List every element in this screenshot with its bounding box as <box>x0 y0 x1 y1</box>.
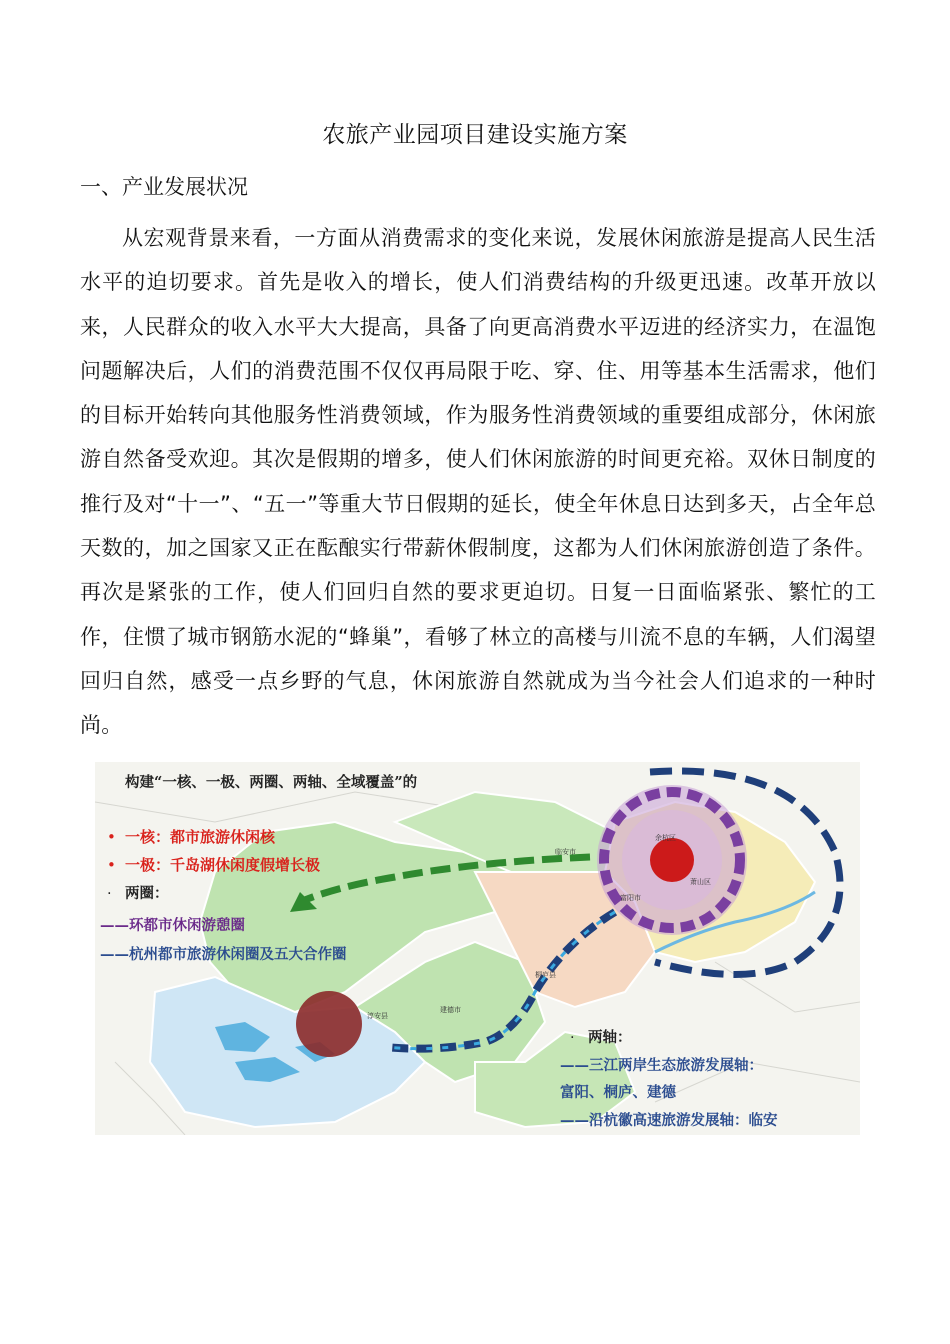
section-heading: 一、产业发展状况 <box>80 175 248 199</box>
legend-axes: 两轴： <box>588 1029 632 1046</box>
legend-pole: 一极：千岛湖休闲度假增长极 <box>125 856 321 874</box>
tourism-map <box>95 762 860 1135</box>
legend-axis-2: ——沿杭徽高速旅游发展轴：临安 <box>560 1112 778 1129</box>
legend-circle-2: ——杭州都市旅游休闲圈及五大合作圈 <box>100 946 347 963</box>
document-title: 农旅产业园项目建设实施方案 <box>322 122 628 148</box>
legend-circles: 两圈： <box>125 885 169 902</box>
legend-bullet: • <box>107 856 116 874</box>
legend-core: 一核：都市旅游休闲核 <box>125 828 276 846</box>
map-heading: 构建“一核、一极、两圈、两轴、全域覆盖”的 <box>125 774 418 791</box>
legend-bullet: • <box>107 828 116 846</box>
pole-red-circle <box>296 991 362 1057</box>
place-label: 余杭区 <box>655 834 676 842</box>
place-label: 淳安县 <box>367 1012 388 1020</box>
legend-bullet: · <box>107 886 112 902</box>
place-label: 桐庐县 <box>535 971 556 979</box>
legend-axis-1-cont: 富阳、桐庐、建德 <box>560 1084 676 1101</box>
place-label: 临安市 <box>555 848 576 856</box>
core-red-circle <box>650 838 694 882</box>
legend-circle-1: ——环都市休闲游憩圈 <box>100 917 245 934</box>
body-paragraph: 从宏观背景来看，一方面从消费需求的变化来说，发展休闲旅游是提高人民生活水平的迫切要求。首先是收入的增长，使人们消费结构的升级更迅速。改革开放以来，人民群众的收入水平大大提高，具备了向更高消费水平迈进的经济实力，在温饱问题解决后，人们的消费范围不仅仅再局限于吃、穿、住、用等基本生活需求，他们的目标开始转向其他服务性消费领域，作为服务性消费领域的重要组成部分，休闲旅游自然备受欢迎。其次是假期的增多，使人们休闲旅游的时间更充裕。双休日制度的推行及对“十一”、“五一”等重大节日假期的延长，使全年休息日达到多天，占全年总天数的，加之国家又正在酝酿实行带薪休假制度，这都为人们休闲旅游创造了条件。再次是紧张的工作，使人们回归自然的要求更迫切。日复一日面临紧张、繁忙的工作，住惯了城市钢筋水泥的“蜂巢”，看够了林立的高楼与川流不息的车辆，人们渴望回归自然，感受一点乡野的气息，休闲旅游自然就成为当今社会人们追求的一种时尚。 <box>80 226 876 738</box>
place-label: 富阳市 <box>620 894 641 902</box>
legend-bullet: · <box>570 1030 575 1046</box>
tourism-map-figure <box>95 762 860 1135</box>
place-label: 建德市 <box>440 1006 461 1014</box>
place-label: 萧山区 <box>690 878 711 886</box>
legend-axis-1: ——三江两岸生态旅游发展轴： <box>560 1057 763 1074</box>
